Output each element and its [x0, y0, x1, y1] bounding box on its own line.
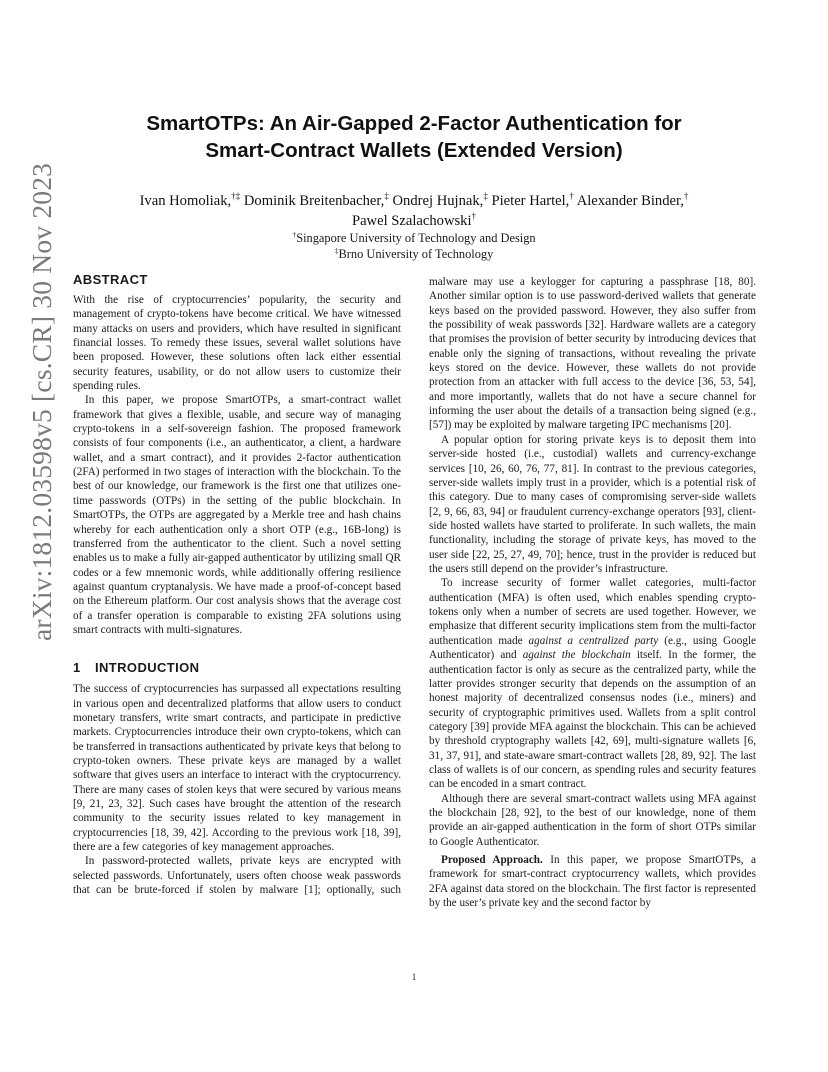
title-line-2: Smart-Contract Wallets (Extended Version)	[205, 139, 623, 162]
section-number: 1	[73, 660, 81, 676]
affiliation-name: Brno University of Technology	[338, 247, 494, 261]
runin-heading: Proposed Approach.	[441, 853, 543, 866]
affiliation-mark: ‡	[334, 245, 339, 255]
affiliation	[70, 246, 758, 262]
author-affiliation-mark: †	[471, 211, 477, 222]
continued-text: malware may use a keylogger for capturing a passphrase [18, 80]. Another similar option is to use password-derived wallets that generate keys based on the provided password. However, they also suffer from the possibility of weak passwords [32]. Hardware wallets are a category that promises the provision of better security by introducing devices that enable only the signing of transactions, without revealing the private keys stored on the device. However, these wallets do not provide protection from an attacker with full access to the device [36, 53, 54], and more importantly, wallets that do not have a secure channel for informing the user about the details of a transaction being signed (e.g., [57]) may be exploited by malware targeting IPC mechanisms [20].	[429, 276, 756, 432]
abstract-paragraph: In this paper, we propose SmartOTPs, a smart-contract wallet framework that gives a flexible, usable, and secure way of managing crypto-tokens in a self-sovereign fashion. The proposed framework consists of four components (i.e., an authenticator, a client, a hardware wallet, and a smart contract), and it provides 2-factor authentication (2FA) performed in two stages of interaction with the blockchain. To the best of our knowledge, our framework is the first one that utilizes one-time passwords (OTPs) in the setting of the public blockchain. In SmartOTPs, the OTPs are aggregated by a Merkle tree and hash chains whereby for each authentication only a short OTP (e.g., 16B-long) is transferred from the authenticator to the client. Such a novel setting enables us to make a fully air-gapped authenticator by utilizing small QR codes or a few mnemonic words, while additionally offering resilience against quantum cryptanalysis. We have made a proof-of-concept based on the Ethereum platform. Our cost analysis shows that the average cost of a transfer operation is comparable to existing 2FA solutions using smart contracts with multi-signatures.	[73, 394, 401, 636]
author-name: Alexander Binder,	[576, 193, 684, 209]
author-name: Dominik Breitenbacher,	[243, 193, 385, 209]
body-paragraph: Although there are several smart-contract wallets using MFA against the blockchain [28, 92], to the best of our knowledge, none of them provide an air-gapped authentication in the form of short OTPs similar to Google Authenticator.	[429, 792, 756, 848]
right-column	[429, 275, 756, 910]
emphasis: against the blockchain	[522, 649, 631, 662]
body-paragraph-split: In password-protected wallets, private keys are encrypted with selected passwords. Unfortunately, users often choose weak passwords that can be brute-forced if stolen by malware [1]; optionally, such	[73, 855, 401, 897]
abstract-heading: ABSTRACT	[73, 272, 148, 287]
text-run: (e.g., using Google Authenticator) and	[429, 634, 756, 662]
page-number: 1	[411, 972, 417, 982]
author-affiliation-mark: †‡	[231, 191, 241, 202]
affiliation-mark: †	[292, 229, 297, 239]
author-name: Ondrej Hujnak,	[392, 193, 484, 209]
section-title: INTRODUCTION	[95, 660, 200, 676]
author-affiliation-mark: ‡	[384, 191, 389, 202]
section-heading-introduction	[73, 660, 401, 676]
abstract-paragraph: With the rise of cryptocurrencies’ popularity, the security and management of crypto-tokens have become critical. We have witnessed many attacks on users and providers, which have resulted in significant financial losses. To remedy these issues, several wallet solutions have been proposed. However, these solutions often lack either essential security features, usability, or do not allow users to customize their spending rules.	[73, 294, 401, 393]
affiliation-name: Singapore University of Technology and Design	[296, 231, 536, 245]
author-line-1	[70, 191, 758, 211]
author-name: Pawel Szalachowski	[351, 213, 472, 229]
author-line-2	[70, 211, 758, 231]
emphasis: against a centralized party	[528, 634, 659, 647]
author-affiliation-mark: †	[569, 191, 574, 202]
author-affiliation-mark: ‡	[483, 191, 488, 202]
body-paragraph	[429, 853, 756, 910]
author-name: Pieter Hartel,	[491, 193, 570, 209]
author-affiliation-mark: †	[683, 191, 689, 202]
paper-title	[70, 110, 758, 164]
text-run: In this paper, we propose SmartOTPs, a framework for smart-contract cryptocurrency wallets, which provides 2FA against data stored on the blockchain. The first factor is represented by the user’s private key and the second factor by	[429, 853, 756, 909]
author-name: Ivan Homoliak,	[139, 193, 232, 209]
text-run: itself. In the former, the authentication factor is only as secure as the centralized party, while the latter provides stronger security that depends on the assumption of an honest majority of decentralized consensus nodes (i.e., miners) and security of cryptographic primitives used. Wallets from a split control category [39] provide MFA against the blockchain. This can be achieved by threshold cryptography wallets [42, 69], multi-signature wallets [6, 31, 37, 91], and state-aware smart-contract wallets [28, 89, 92]. The last class of wallets is of our concern, as spending rules and security features can be encoded in a smart contract.	[429, 649, 756, 791]
body-paragraph	[429, 576, 756, 791]
body-paragraph: The success of cryptocurrencies has surpassed all expectations resulting in various open and decentralized platforms that allow users to conduct monetary transfers, write smart contracts, and participate in predictive markets. Cryptocurrencies introduce their own crypto-tokens, which can be transferred in transactions authenticated by private keys that belong to crypto-token owners. These private keys are managed by a wallet software that gives users an interface to interact with the cryptocurrency. There are many cases of stolen keys that were secured by various means [9, 21, 23, 32]. Such cases have brought the attention of the research community to the security issues related to key management in cryptocurrencies [18, 39, 42]. According to the previous work [18, 39], there are a few categories of key management approaches.	[73, 683, 401, 854]
title-line-1: SmartOTPs: An Air-Gapped 2-Factor Authentication for	[146, 112, 682, 135]
left-column	[73, 272, 401, 897]
affiliation	[70, 230, 758, 246]
author-list	[70, 191, 758, 231]
body-paragraph-continued	[429, 275, 756, 433]
body-paragraph: A popular option for storing private keys is to deposit them into server-side hosted (i.e., custodial) wallets and currency-exchange services [10, 26, 60, 76, 77, 81]. In contrast to the previous categories, server-side wallets imply trust in a provider, which is a potential risk of this category. Due to many cases of compromising server-side wallets [2, 9, 66, 83, 94] or fraudulent currency-exchange operators [93], client-side hosted wallets have started to proliferate. In such wallets, the main functionality, including the storage of private keys, has moved to the user side [22, 25, 27, 49, 70]; hence, trust in the provider is reduced but the users still depend on the provider’s infrastructure.	[429, 434, 756, 576]
text-run: To increase security of former wallet categories, multi-factor authentication (MFA) is often used, which enables spending crypto-tokens only when a number of secrets are used together. However, we emphasize that different security implications stem from the multi-factor authentication made	[429, 577, 756, 647]
arxiv-identifier: arXiv:1812.03598v5 [cs.CR] 30 Nov 2023	[26, 162, 57, 641]
